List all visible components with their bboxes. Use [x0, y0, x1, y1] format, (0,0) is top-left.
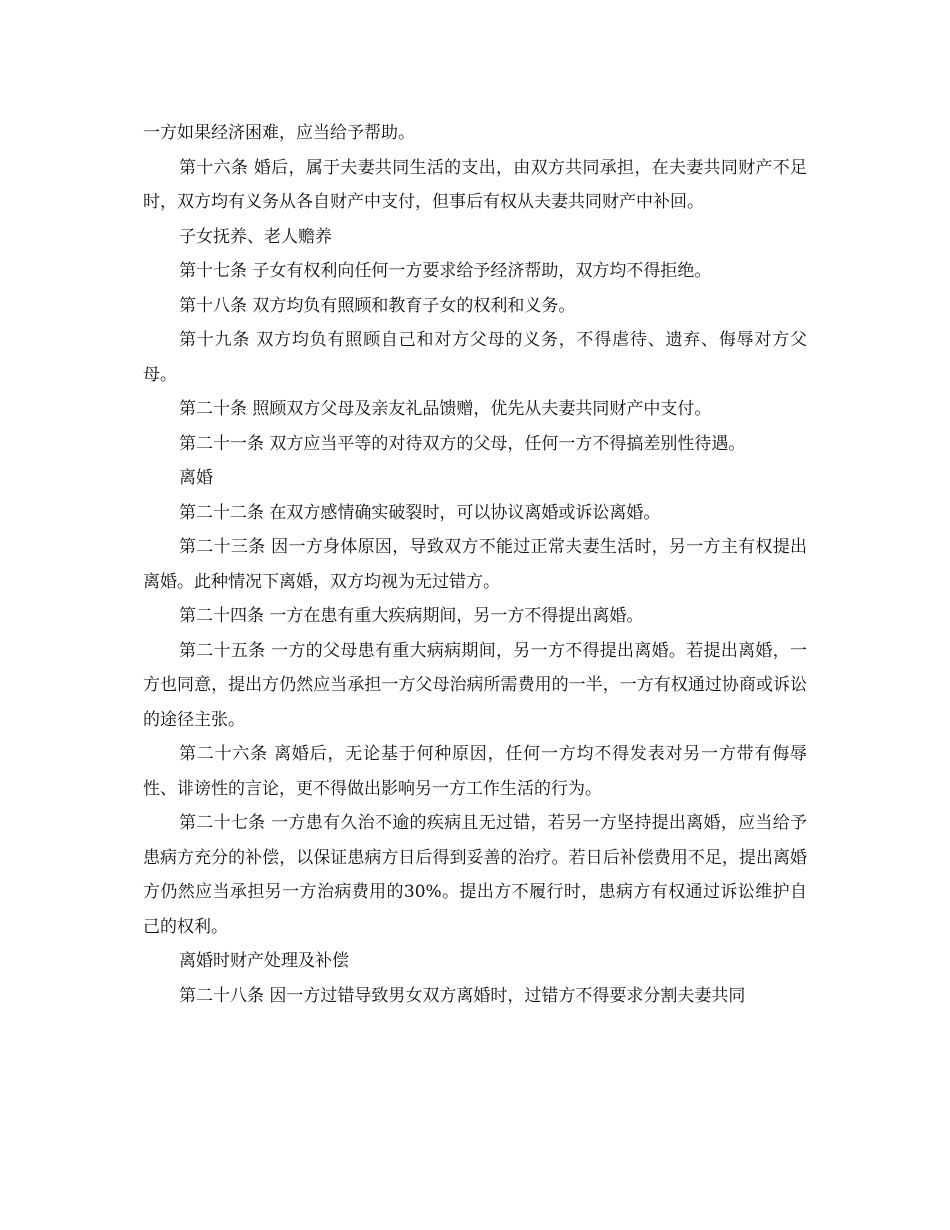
document-body	[143, 116, 807, 1013]
paragraph-continuation: 一方如果经济困难，应当给予帮助。	[143, 123, 415, 143]
paragraph-article-27: 第二十七条 一方患有久治不逾的疾病且无过错，若另一方坚持提出离婚，应当给予患病方充分的补偿，以保证患病方日后得到妥善的治疗。若日后补偿费用不足，提出离婚方仍然应当承担另一方治病费用的30%。提出方不履行时，患病方有权通过诉讼维护自己的权利。	[143, 813, 807, 937]
paragraph-article-18: 第十八条 双方均负有照顾和教育子女的权利和义务。	[179, 295, 576, 316]
paragraph-article-24: 第二十四条 一方在患有重大疾病期间，另一方不得提出离婚。	[179, 606, 644, 626]
paragraph-article-22: 第二十二条 在双方感情确实破裂时，可以协议离婚或诉讼离婚。	[179, 502, 661, 523]
paragraph-article-20: 第二十条 照顾双方父母及亲友礼品馈赠，优先从夫妻共同财产中支付。	[179, 399, 712, 419]
paragraph-article-21: 第二十一条 双方应当平等的对待双方的父母，任何一方不得搞差别性待遇。	[179, 433, 746, 454]
paragraph-article-23: 第二十三条 因一方身体原因，导致双方不能过正常夫妻生活时，另一方主有权提出离婚。此种情况下离婚，双方均视为无过错方。	[143, 537, 807, 592]
paragraph-article-26: 第二十六条 离婚后，无论基于何种原因，任何一方均不得发表对另一方带有侮辱性、诽谤性的言论，更不得做出影响另一方工作生活的行为。	[143, 744, 807, 799]
paragraph-article-17: 第十七条 子女有权利向任何一方要求给予经济帮助，双方均不得拒绝。	[179, 261, 712, 281]
paragraph-article-16: 第十六条 婚后，属于夫妻共同生活的支出，由双方共同承担，在夫妻共同财产不足时，双方均有义务从各自财产中支付，但事后有权从夫妻共同财产中补回。	[143, 157, 807, 212]
paragraph-article-19: 第十九条 双方均负有照顾自己和对方父母的义务，不得虐待、遗弃、侮辱对方父母。	[143, 330, 807, 385]
paragraph-article-25: 第二十五条 一方的父母患有重大病病期间，另一方不得提出离婚。若提出离婚，一方也同意，提出方仍然应当承担一方父母治病所需费用的一半，一方有权通过协商或诉讼的途径主张。	[143, 640, 807, 730]
paragraph-article-28: 第二十八条 因一方过错导致男女双方离婚时，过错方不得要求分割夫妻共同	[179, 985, 746, 1006]
section-heading-child-elder-care: 子女抚养、老人赡养	[179, 226, 332, 247]
section-heading-divorce: 离婚	[179, 468, 213, 488]
section-heading-property-division: 离婚时财产处理及补偿	[179, 951, 349, 971]
